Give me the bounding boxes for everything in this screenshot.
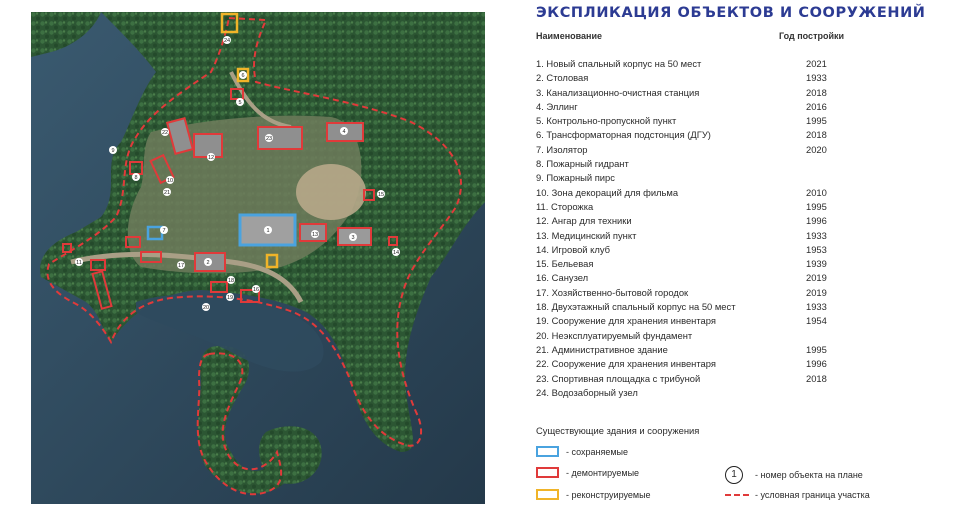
- item-year: 1995: [806, 200, 827, 212]
- list-item: [536, 57, 916, 71]
- page-title: ЭКСПЛИКАЦИЯ ОБЪЕКТОВ И СООРУЖЕНИЙ: [536, 5, 926, 21]
- column-header-name: Наименование: [536, 31, 603, 41]
- number-circle-icon: 1: [725, 466, 743, 484]
- legend-demolished-label: - демонтируемые: [566, 468, 640, 478]
- explication-list: [536, 57, 916, 400]
- item-name: 3. Канализационно-очистная станция: [536, 86, 700, 98]
- item-name: 16. Санузел: [536, 272, 589, 284]
- item-year: 1933: [806, 72, 827, 84]
- list-item: [536, 271, 916, 285]
- list-item: [536, 357, 916, 371]
- item-name: 13. Медицинский пункт: [536, 229, 637, 241]
- list-item: [536, 229, 916, 243]
- dashed-line-icon: [725, 494, 749, 496]
- item-name: 20. Неэксплуатируемый фундамент: [536, 329, 693, 341]
- item-year: 2019: [806, 286, 827, 298]
- item-year: 1939: [806, 258, 827, 270]
- legend-swatch-yellow: [536, 489, 559, 500]
- item-name: 12. Ангар для техники: [536, 215, 632, 227]
- item-year: 2020: [806, 143, 827, 155]
- item-name: 14. Игровой клуб: [536, 243, 610, 255]
- legend-swatch-red: [536, 467, 559, 478]
- legend-reconstructed-label: - реконструируемые: [566, 490, 651, 500]
- list-item: [536, 257, 916, 271]
- item-year: 1953: [806, 243, 827, 255]
- list-item: [536, 243, 916, 257]
- item-name: 8. Пожарный гидрант: [536, 158, 629, 170]
- map-label-3: 3: [351, 235, 355, 241]
- list-item: [536, 286, 916, 300]
- item-year: 1996: [806, 358, 827, 370]
- map-label-4: 4: [342, 129, 346, 135]
- item-name: 5. Контрольно-пропускной пункт: [536, 115, 677, 127]
- map-label-16: 16: [252, 287, 260, 293]
- item-year: 1933: [806, 229, 827, 241]
- map-label-20: 20: [202, 305, 210, 311]
- item-year: 1954: [806, 315, 827, 327]
- item-year: 2019: [806, 272, 827, 284]
- item-year: 1995: [806, 343, 827, 355]
- list-item: [536, 86, 916, 100]
- explication-panel: [533, 0, 943, 522]
- map-label-19: 19: [226, 295, 234, 301]
- list-item: [536, 386, 916, 400]
- map-label-2: 2: [206, 260, 210, 266]
- legend-number-label: - номер объекта на плане: [755, 470, 863, 480]
- item-name: 9. Пожарный пирс: [536, 172, 615, 184]
- map-label-23: 23: [265, 136, 273, 142]
- list-item: [536, 300, 916, 314]
- legend-preserved-label: - сохраняемые: [566, 447, 629, 457]
- item-year: 2018: [806, 372, 827, 384]
- column-header-year: Год постройки: [779, 31, 845, 41]
- legend-boundary-label: - условная граница участка: [755, 490, 870, 500]
- list-item: [536, 214, 916, 228]
- map-label-5: 5: [238, 100, 242, 106]
- legend-swatch-blue: [536, 446, 559, 457]
- list-item: [536, 114, 916, 128]
- list-item: [536, 143, 916, 157]
- list-item: [536, 329, 916, 343]
- map-label-13: 13: [311, 232, 319, 238]
- item-name: 17. Хозяйственно-бытовой городок: [536, 286, 689, 298]
- item-name: 22. Сооружение для хранения инвентаря: [536, 358, 716, 370]
- item-name: 23. Спортивная площадка с трибуной: [536, 372, 701, 384]
- item-name: 1. Новый спальный корпус на 50 мест: [536, 58, 702, 69]
- map-label-12: 12: [207, 155, 215, 161]
- item-name: 7. Изолятор: [536, 143, 588, 155]
- item-name: 21. Административное здание: [536, 343, 668, 355]
- map-label-22: 22: [161, 130, 169, 136]
- list-item: [536, 171, 916, 185]
- list-item: [536, 343, 916, 357]
- map-label-9: 9: [111, 148, 115, 154]
- map-label-6: 6: [241, 73, 245, 79]
- item-year: 1995: [806, 115, 827, 127]
- site-plan-map: [31, 12, 485, 504]
- list-item: [536, 186, 916, 200]
- building-23[interactable]: [258, 127, 302, 149]
- item-year: 2021: [806, 58, 827, 69]
- map-label-18: 18: [227, 278, 235, 284]
- item-name: 18. Двухэтажный спальный корпус на 50 мест: [536, 301, 736, 313]
- legend-title: Существующие здания и сооружения: [536, 425, 700, 436]
- item-year: 2010: [806, 186, 827, 198]
- map-label-11: 11: [76, 260, 82, 266]
- map-label-21: 21: [163, 190, 171, 196]
- list-item: [536, 372, 916, 386]
- item-year: 2016: [806, 100, 827, 112]
- item-name: 24. Водозаборный узел: [536, 386, 638, 398]
- list-item: [536, 200, 916, 214]
- item-name: 4. Эллинг: [536, 100, 578, 112]
- list-item: [536, 157, 916, 171]
- map-label-14: 14: [392, 250, 400, 256]
- map-label-10: 10: [166, 178, 174, 184]
- map-label-1: 1: [266, 228, 270, 234]
- item-name: 19. Сооружение для хранения инвентаря: [536, 315, 716, 327]
- map-label-8: 8: [134, 175, 138, 181]
- aerial-map-image: [31, 12, 485, 504]
- item-year: 1996: [806, 215, 827, 227]
- item-name: 11. Сторожка: [536, 200, 594, 212]
- map-label-24: 24: [223, 38, 231, 44]
- item-name: 15. Бельевая: [536, 258, 594, 270]
- item-name: 2. Столовая: [536, 72, 589, 84]
- map-label-7: 7: [162, 228, 166, 234]
- building-12[interactable]: [194, 134, 222, 157]
- item-name: 10. Зона декораций для фильма: [536, 186, 679, 198]
- item-year: 2018: [806, 129, 827, 141]
- item-name: 6. Трансформаторная подстонция (ДГУ): [536, 129, 711, 141]
- item-year: 1933: [806, 301, 827, 313]
- map-label-15: 15: [377, 192, 385, 198]
- list-item: [536, 71, 916, 85]
- item-year: 2018: [806, 86, 827, 98]
- list-item: [536, 314, 916, 328]
- list-item: [536, 128, 916, 142]
- map-label-17: 17: [177, 263, 185, 269]
- sports-field: [296, 164, 366, 220]
- list-item: [536, 100, 916, 114]
